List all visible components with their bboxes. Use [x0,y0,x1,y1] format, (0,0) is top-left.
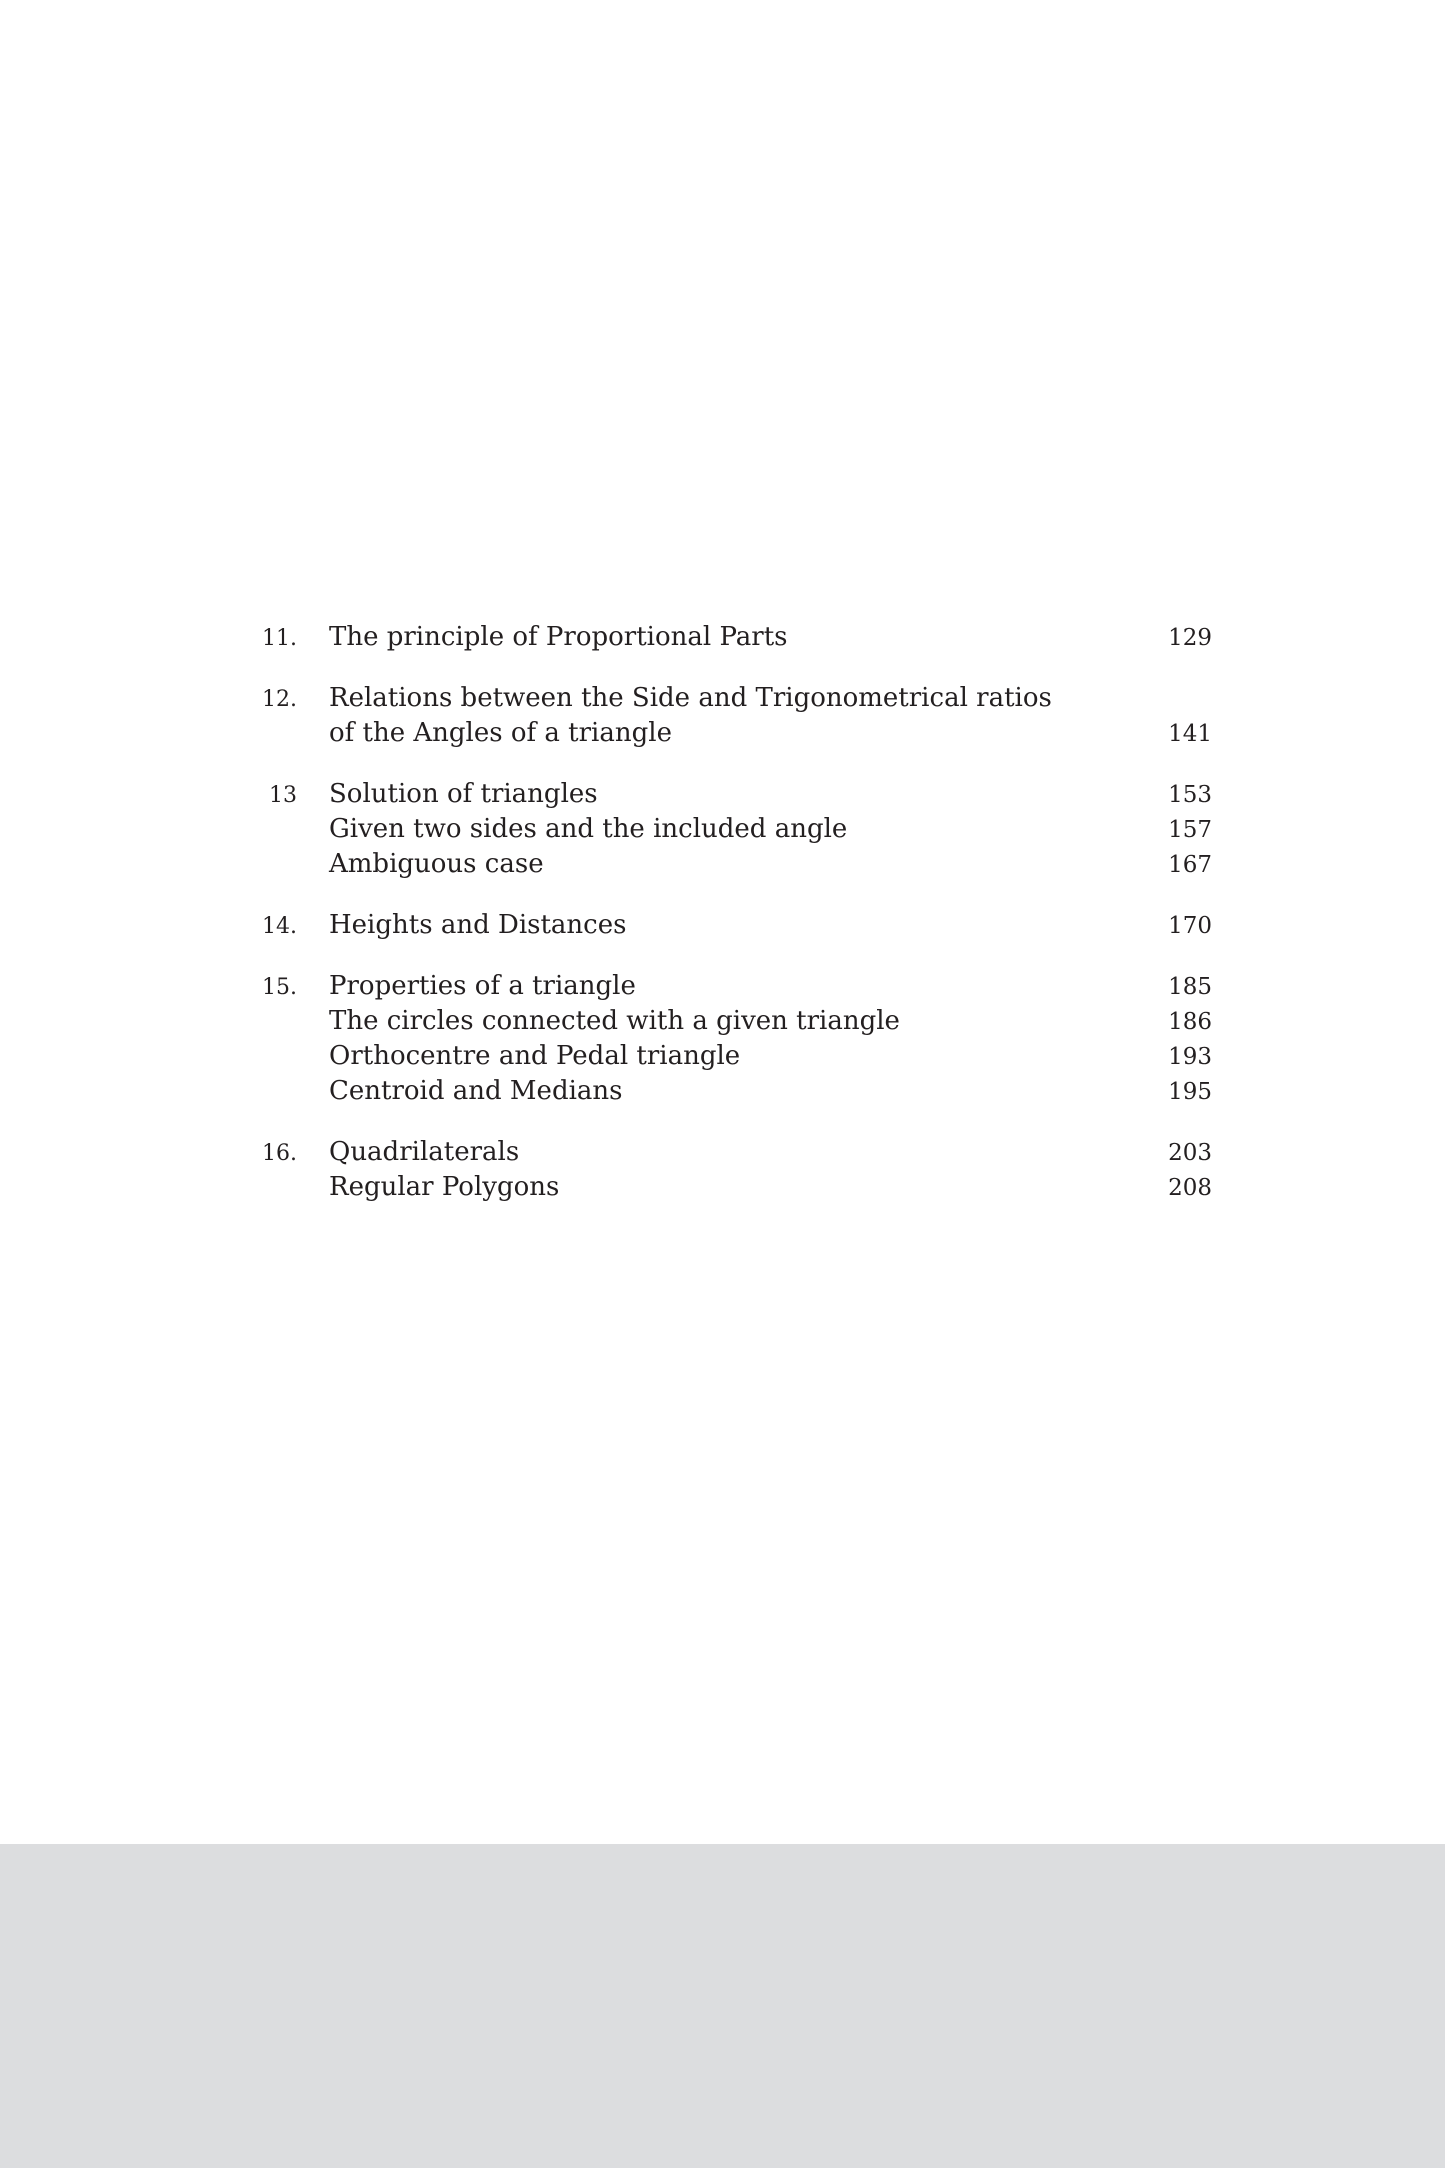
page-number: 203 [1168,1140,1212,1166]
toc-entry [262,1004,1212,1039]
toc-entry [262,1135,1212,1170]
toc-entry [262,777,1212,812]
toc-group-11 [262,620,1212,655]
toc-entry [262,908,1212,943]
page-number: 195 [1168,1079,1212,1105]
entry-title: Properties of a triangle [329,971,636,1001]
entry-title: Heights and Distances [329,910,627,940]
page-number: 208 [1168,1175,1212,1201]
page-number: 193 [1168,1044,1212,1070]
toc-entry [262,1170,1212,1205]
chapter-number: 12. [262,687,297,712]
table-of-contents [262,620,1212,1231]
toc-entry [262,969,1212,1004]
page-bottom-band [0,1844,1445,2168]
entry-title: Regular Polygons [329,1172,560,1202]
chapter-number: 15. [262,975,297,1000]
page-number: 157 [1168,817,1212,843]
entry-title: Ambiguous case [329,849,544,879]
page-number: 153 [1168,782,1212,808]
toc-entry [262,1039,1212,1074]
entry-title: Quadrilaterals [329,1137,520,1167]
entry-title: Orthocentre and Pedal triangle [329,1041,741,1071]
toc-group-12 [262,681,1212,751]
toc-entry [262,716,1212,751]
chapter-number: 14. [262,914,297,939]
entry-title: The circles connected with a given triangle [329,1006,900,1036]
toc-group-15 [262,969,1212,1109]
chapter-number: 11. [262,626,297,651]
chapter-number: 16. [262,1141,297,1166]
toc-group-16 [262,1135,1212,1205]
toc-entry [262,847,1212,882]
chapter-number: 13 [262,783,297,808]
entry-title: Given two sides and the included angle [329,814,848,844]
entry-title: Solution of triangles [329,779,598,809]
entry-title: of the Angles of a triangle [329,718,672,748]
page-number: 186 [1168,1009,1212,1035]
page-number: 170 [1168,913,1212,939]
page-number: 129 [1168,625,1212,651]
toc-group-14 [262,908,1212,943]
toc-entry [262,812,1212,847]
page-number: 185 [1168,974,1212,1000]
page-number: 167 [1168,852,1212,878]
entry-title: Relations between the Side and Trigonometrical ratios [329,683,1052,713]
entry-title: Centroid and Medians [329,1076,623,1106]
toc-entry [262,1074,1212,1109]
entry-title: The principle of Proportional Parts [329,622,788,652]
toc-entry [262,681,1212,716]
toc-group-13 [262,777,1212,882]
toc-entry [262,620,1212,655]
page-number: 141 [1168,721,1212,747]
